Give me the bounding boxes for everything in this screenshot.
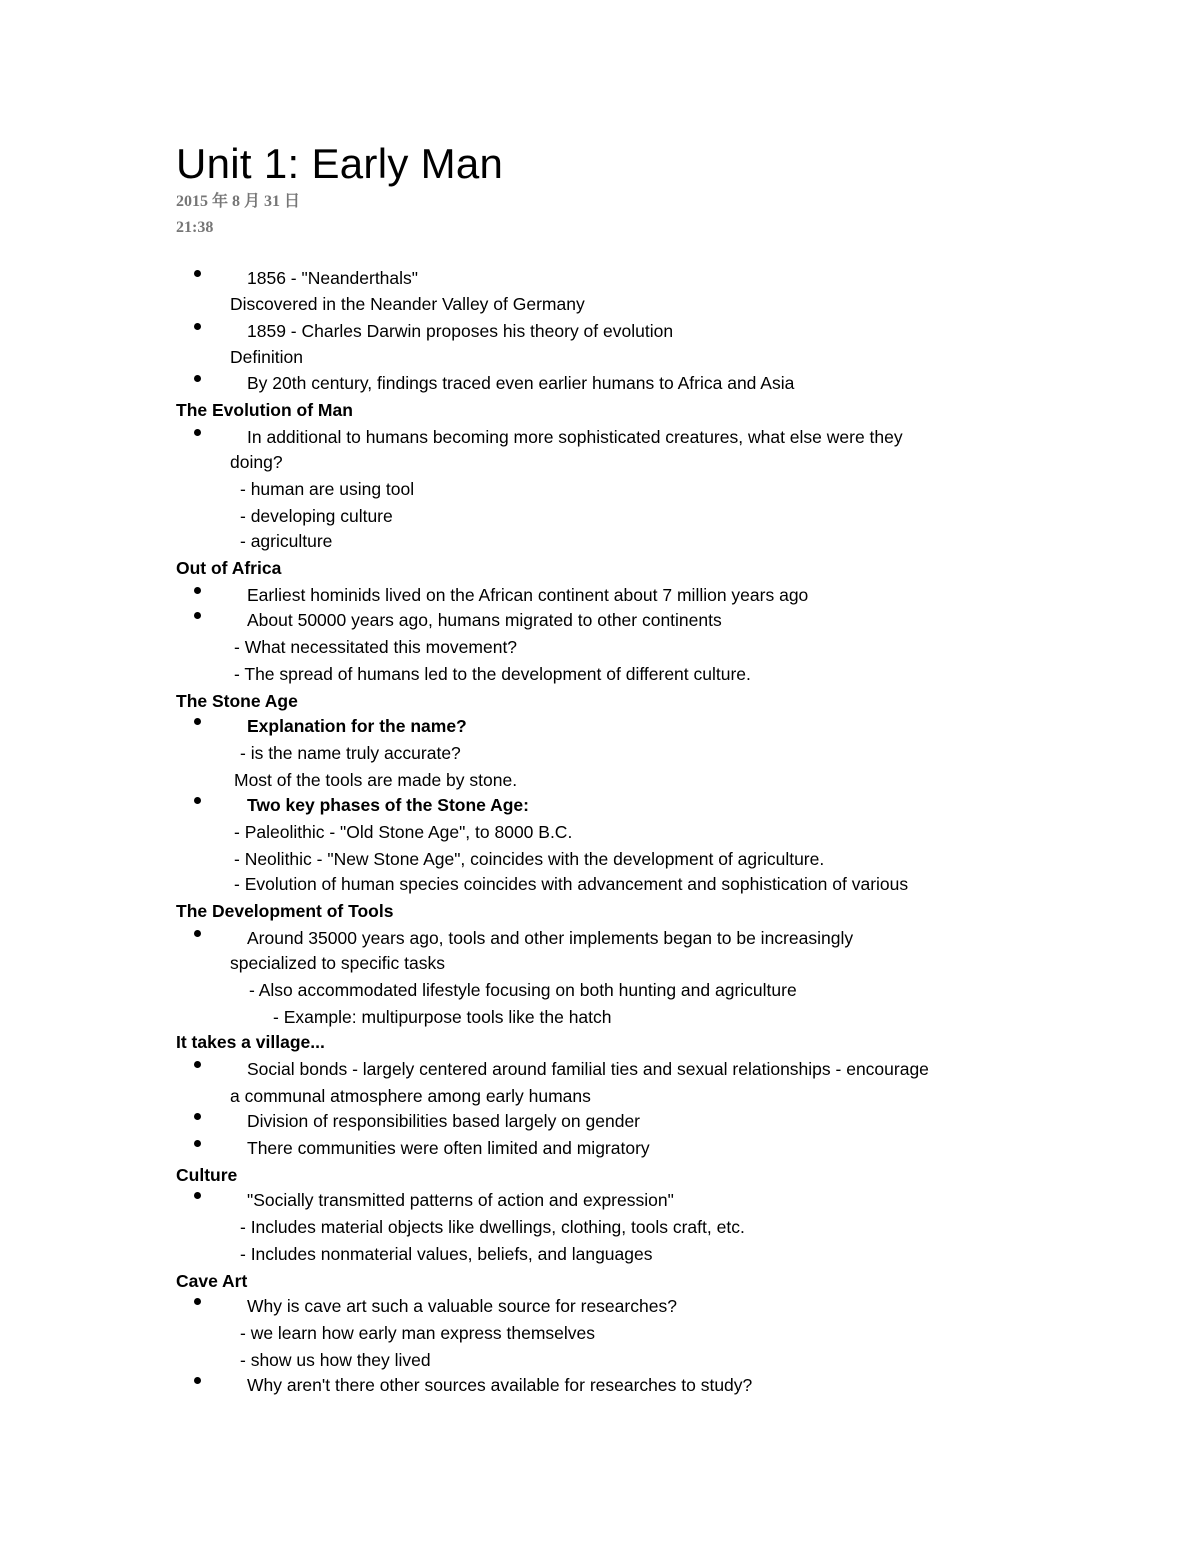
list-item: 1859 - Charles Darwin proposes his theory of evolution bbox=[247, 321, 674, 341]
bullet-icon bbox=[194, 930, 201, 937]
bullet-icon bbox=[194, 429, 201, 436]
section-heading: The Evolution of Man bbox=[176, 400, 353, 420]
note-date: 2015 年 8 月 31 日 bbox=[176, 193, 301, 210]
bullet-icon bbox=[194, 375, 201, 382]
bullet-icon bbox=[194, 1298, 201, 1305]
sub-item: - we learn how early man express themselves bbox=[240, 1323, 596, 1343]
sub-item: - Also accommodated lifestyle focusing on both hunting and agriculture bbox=[249, 980, 797, 1000]
sub-item: - Includes material objects like dwellings, clothing, tools craft, etc. bbox=[240, 1217, 745, 1237]
bullet-icon bbox=[194, 323, 201, 330]
bullet-icon bbox=[194, 1113, 201, 1120]
list-item: By 20th century, findings traced even earlier humans to Africa and Asia bbox=[247, 373, 795, 393]
sub-item: - What necessitated this movement? bbox=[234, 637, 518, 657]
list-item: Earliest hominids lived on the African continent about 7 million years ago bbox=[247, 585, 809, 605]
sub-item: - is the name truly accurate? bbox=[240, 743, 461, 763]
sub-item: - human are using tool bbox=[240, 479, 415, 499]
list-item: 1856 - "Neanderthals" bbox=[247, 268, 419, 288]
sub-item: - The spread of humans led to the development of different culture. bbox=[234, 664, 751, 684]
sub-item: - Neolithic - "New Stone Age", coincides with the development of agriculture. bbox=[234, 849, 825, 869]
bullet-icon bbox=[194, 270, 201, 277]
list-item: Division of responsibilities based largely on gender bbox=[247, 1111, 640, 1131]
section-heading: The Stone Age bbox=[176, 691, 298, 711]
note-time: 21:38 bbox=[176, 219, 214, 236]
section-heading: It takes a village... bbox=[176, 1032, 325, 1052]
bullet-icon bbox=[194, 1377, 201, 1384]
list-item: Why aren't there other sources available for researches to study? bbox=[247, 1375, 753, 1395]
list-item: There communities were often limited and migratory bbox=[247, 1138, 650, 1158]
sub-item: - developing culture bbox=[240, 506, 393, 526]
list-item-continuation: Discovered in the Neander Valley of Germany bbox=[230, 294, 585, 314]
list-item: "Socially transmitted patterns of action and expression" bbox=[247, 1190, 674, 1210]
sub-item: - show us how they lived bbox=[240, 1350, 431, 1370]
bullet-icon bbox=[194, 797, 201, 804]
section-heading: Culture bbox=[176, 1165, 238, 1185]
list-item-continuation: a communal atmosphere among early humans bbox=[230, 1086, 591, 1106]
section-heading: The Development of Tools bbox=[176, 901, 394, 921]
bullet-icon bbox=[194, 718, 201, 725]
list-item: About 50000 years ago, humans migrated to other continents bbox=[247, 610, 722, 630]
bullet-icon bbox=[194, 1140, 201, 1147]
sub-item: - Paleolithic - "Old Stone Age", to 8000 B.C. bbox=[234, 822, 573, 842]
bullet-icon bbox=[194, 1061, 201, 1068]
section-heading: Out of Africa bbox=[176, 558, 282, 578]
bullet-icon bbox=[194, 1192, 201, 1199]
bullet-icon bbox=[194, 612, 201, 619]
list-item: In additional to humans becoming more sophisticated creatures, what else were they bbox=[247, 427, 903, 447]
sub-item: - Example: multipurpose tools like the hatch bbox=[273, 1007, 612, 1027]
list-item: Social bonds - largely centered around familial ties and sexual relationships - encourage bbox=[247, 1059, 929, 1079]
list-item: Two key phases of the Stone Age: bbox=[247, 795, 529, 815]
section-heading: Cave Art bbox=[176, 1271, 248, 1291]
list-item-continuation: Definition bbox=[230, 347, 303, 367]
list-item: Explanation for the name? bbox=[247, 716, 467, 736]
bullet-icon bbox=[194, 587, 201, 594]
list-item: Why is cave art such a valuable source for researches? bbox=[247, 1296, 677, 1316]
sub-item: - agriculture bbox=[240, 531, 333, 551]
page-title: Unit 1: Early Man bbox=[176, 140, 504, 187]
list-item-continuation: specialized to specific tasks bbox=[230, 953, 445, 973]
sub-item: - Evolution of human species coincides with advancement and sophistication of various bbox=[234, 874, 909, 894]
list-item-continuation: doing? bbox=[230, 452, 283, 472]
list-item: Around 35000 years ago, tools and other implements began to be increasingly bbox=[247, 928, 854, 948]
list-item-continuation: Most of the tools are made by stone. bbox=[234, 770, 518, 790]
sub-item: - Includes nonmaterial values, beliefs, and languages bbox=[240, 1244, 653, 1264]
